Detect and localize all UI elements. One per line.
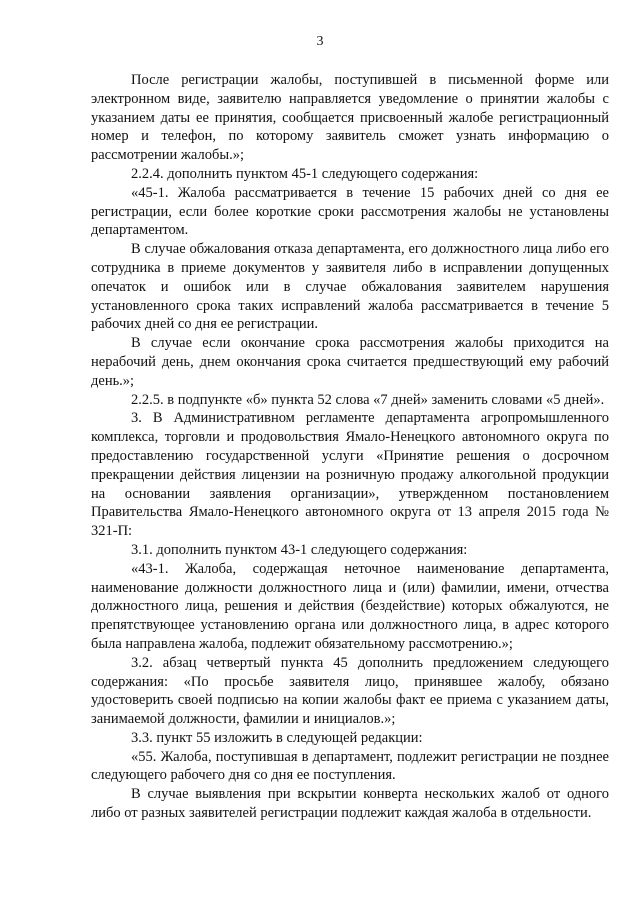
- paragraph: 3. В Административном регламенте департамента агропромышленного комплекса, торговли и продовольствия Ямало-Ненецкого автономного округа по предоставлению государственной услуги «Принятие решения о досрочном прекращении действия лицензии на розничную продажу алкогольной продукции на основании заявления организации», утвержденном постановлением Правительства Ямало-Ненецкого автономного округа от 13 апреля 2015 года № 321-П:: [91, 410, 609, 540]
- paragraph: 2.2.4. дополнить пунктом 45-1 следующего содержания:: [131, 165, 479, 182]
- paragraph: В случае обжалования отказа департамента, его должностного лица либо его сотрудника в приеме документов у заявителя либо в исправлении допущенных опечаток и ошибок или в случае обжалования заявителем нарушения установленного срока таких исправлений жалоба рассматривается в течение 5 рабочих дней со дня ее регистрации.: [91, 241, 609, 333]
- paragraph: 3.2. абзац четвертый пункта 45 дополнить предложением следующего содержания: «По просьбе заявителя лицо, принявшее жалобу, обязано удостоверить своей подписью на копии жалобы факт ее приема с указанием даты, занимаемой должности, фамилии и инициалов.»;: [91, 654, 609, 728]
- paragraph: «45-1. Жалоба рассматривается в течение 15 рабочих дней со дня ее регистрации, если более короткие сроки рассмотрения жалобы не установлены департаментом.: [91, 184, 609, 239]
- paragraph: 3.1. дополнить пунктом 43-1 следующего содержания:: [131, 541, 468, 558]
- paragraph: 2.2.5. в подпункте «б» пункта 52 слова «7 дней» заменить словами «5 дней».: [131, 391, 605, 408]
- page-number: 3: [316, 34, 324, 49]
- paragraph: «43-1. Жалоба, содержащая неточное наименование департамента, наименование должности должностного лица и (или) фамилии, имени, отчества должностного лица, решения и действия (бездействие) которых обжалуются, не препятствующее установлению органа или должностного лица, в адрес которого была направлена жалоба, подлежит обязательному рассмотрению.»;: [91, 560, 609, 652]
- document-body: [91, 71, 609, 823]
- paragraph: 3.3. пункт 55 изложить в следующей редакции:: [131, 729, 423, 746]
- paragraph: В случае если окончание срока рассмотрения жалобы приходится на нерабочий день, днем окончания срока считается предшествующий ему рабочий день.»;: [91, 335, 609, 389]
- paragraph: В случае выявления при вскрытии конверта нескольких жалоб от одного либо от разных заявителей регистрации подлежит каждая жалоба в отдельности.: [91, 786, 609, 822]
- paragraph: После регистрации жалобы, поступившей в письменной форме или электронном виде, заявителю направляется уведомление о принятии жалобы с указанием даты ее принятия, сообщается присвоенный жалобе регистрационный номер и телефон, по которому заявитель сможет узнать информацию о рассмотрении жалобы.»;: [91, 72, 609, 164]
- paragraph: «55. Жалоба, поступившая в департамент, подлежит регистрации не позднее следующего рабочего дня со дня ее поступления.: [91, 748, 609, 784]
